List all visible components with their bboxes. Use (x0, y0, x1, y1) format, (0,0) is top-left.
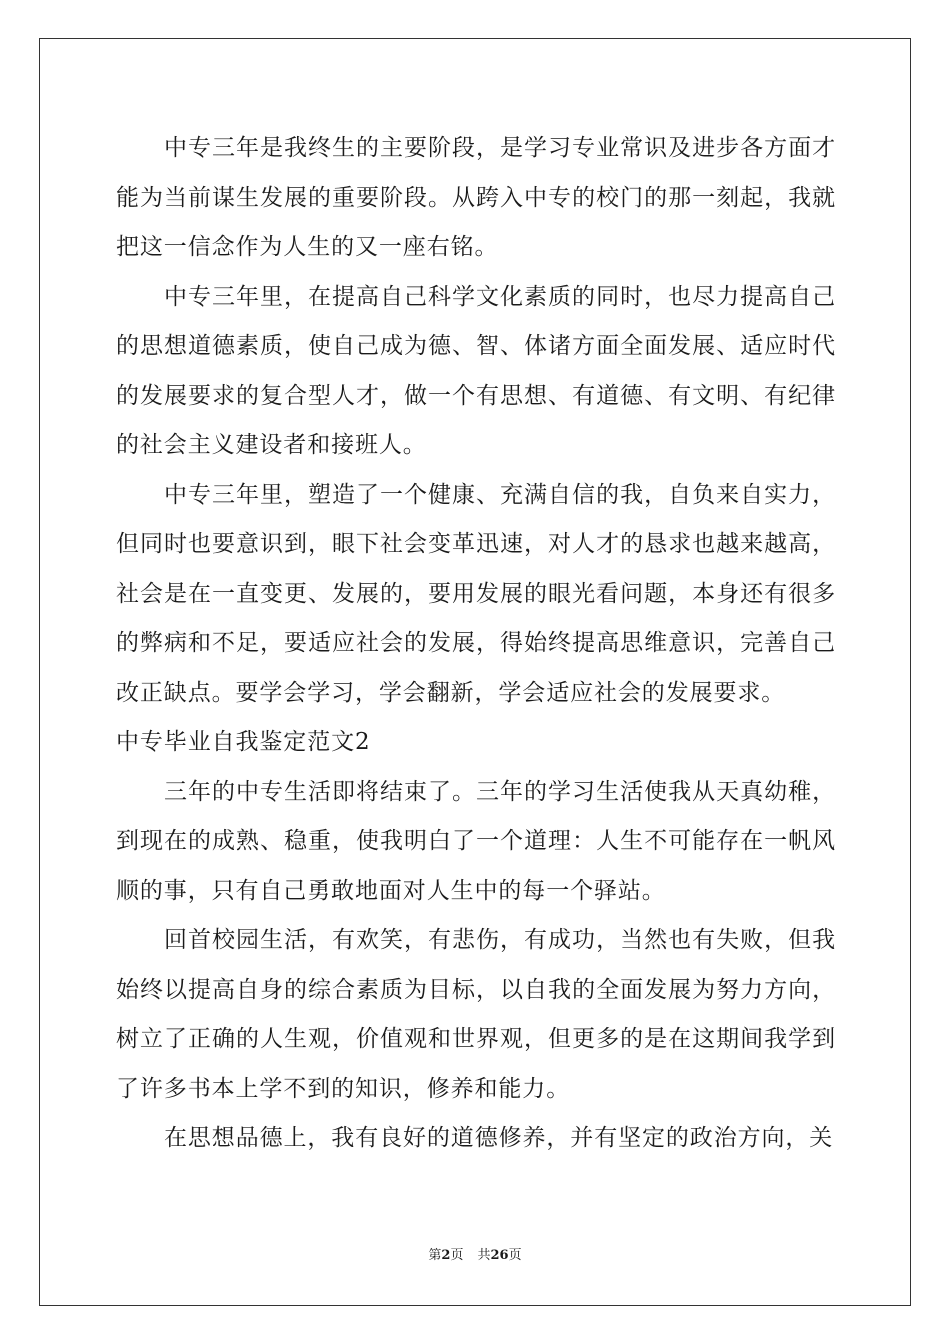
page-footer (0, 1248, 950, 1264)
paragraph: 在思想品德上，我有良好的道德修养，并有坚定的政治方向，关 (164, 1125, 834, 1151)
section-heading: 中专毕业自我鉴定范文2 (116, 729, 371, 755)
total-pages: 26 (490, 1248, 509, 1263)
paragraph: 回首校园生活，有欢笑，有悲伤，有成功，当然也有失败，但我始终以提高自身的综合素质为目标，以自我的全面发展为努力方向，树立了正确的人生观，价值观和世界观，但更多的是在这期间我学到了许多书本上学不到的知识，修养和能力。 (116, 927, 836, 1102)
document-body (116, 124, 836, 1164)
total-suffix: 页 (508, 1248, 522, 1263)
page-number: 2 (441, 1248, 451, 1263)
total-prefix: 共 (477, 1248, 491, 1263)
paragraph: 三年的中专生活即将结束了。三年的学习生活使我从天真幼稚，到现在的成熟、稳重，使我明白了一个道理：人生不可能存在一帆风顺的事，只有自己勇敢地面对人生中的每一个驿站。 (116, 778, 836, 904)
paragraph: 中专三年里，在提高自己科学文化素质的同时，也尽力提高自己的思想道德素质，使自己成为德、智、体诸方面全面发展、适应时代的发展要求的复合型人才，做一个有思想、有道德、有文明、有纪律的社会主义建设者和接班人。 (116, 283, 836, 458)
paragraph: 中专三年是我终生的主要阶段，是学习专业常识及进步各方面才能为当前谋生发展的重要阶段。从跨入中专的校门的那一刻起，我就把这一信念作为人生的又一座右铭。 (116, 135, 836, 260)
page-prefix: 第 (428, 1248, 442, 1263)
page-suffix: 页 (450, 1248, 464, 1263)
paragraph: 中专三年里，塑造了一个健康、充满自信的我，自负来自实力，但同时也要意识到，眼下社会变革迅速，对人才的恳求也越来越高，社会是在一直变更、发展的，要用发展的眼光看问题，本身还有很多的弊病和不足，要适应社会的发展，得始终提高思维意识，完善自己改正缺点。要学会学习，学会翻新，学会适应社会的发展要求。 (116, 481, 836, 706)
